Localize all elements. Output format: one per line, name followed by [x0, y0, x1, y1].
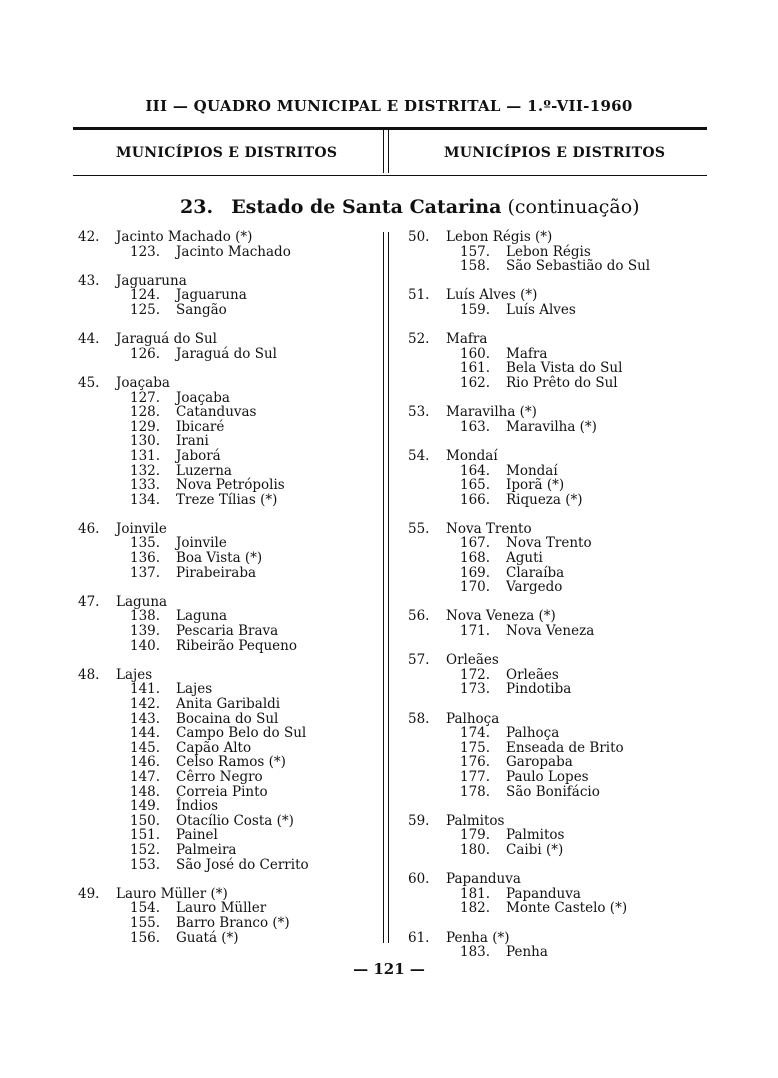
district-name: Pescaria Brava [176, 623, 279, 640]
municipality-name: Mondaí [446, 447, 498, 464]
district-name: Papanduva [506, 885, 581, 902]
district-row [78, 799, 378, 814]
district-row [408, 580, 708, 595]
district-name: Lebon Régis [506, 243, 591, 260]
municipality-number: 56. [408, 608, 430, 625]
municipality-row [408, 522, 708, 537]
municipality-entry [78, 332, 378, 361]
district-name: Cêrro Negro [176, 768, 263, 785]
district-row [78, 551, 378, 566]
district-name: Laguna [176, 608, 228, 625]
district-number: 159. [460, 301, 491, 318]
district-name: Rio Prêto do Sul [506, 374, 618, 391]
district-name: Maravilha (*) [506, 418, 597, 435]
municipality-row [408, 872, 708, 887]
district-number: 145. [130, 739, 161, 756]
district-name: Irani [176, 433, 209, 450]
header-rule [73, 127, 707, 130]
district-number: 131. [130, 447, 161, 464]
district-number: 152. [130, 841, 161, 858]
district-name: Iporã (*) [506, 477, 565, 494]
municipality-entry [408, 712, 708, 800]
district-name: Correia Pinto [176, 783, 268, 800]
district-row [408, 361, 708, 376]
district-name: Nova Veneza [506, 623, 595, 640]
municipality-row [78, 887, 378, 902]
district-name: Ibicaré [176, 418, 225, 435]
district-row [408, 726, 708, 741]
district-number: 132. [130, 462, 161, 479]
district-number: 155. [130, 914, 161, 931]
district-row [78, 391, 378, 406]
municipality-name: Penha (*) [446, 929, 510, 946]
district-number: 182. [460, 900, 491, 917]
district-row [78, 755, 378, 770]
district-name: Jaborá [176, 447, 221, 464]
district-number: 124. [130, 287, 161, 304]
municipality-entry [78, 668, 378, 872]
district-row [78, 347, 378, 362]
municipality-number: 48. [78, 666, 100, 683]
district-row [408, 347, 708, 362]
district-number: 135. [130, 535, 161, 552]
district-number: 158. [460, 258, 491, 275]
municipality-number: 50. [408, 229, 430, 245]
district-name: Pindotiba [506, 681, 572, 698]
district-row [78, 931, 378, 946]
municipality-name: Palhoça [446, 710, 500, 727]
district-row [408, 303, 708, 318]
municipality-row [78, 668, 378, 683]
district-name: Mafra [506, 345, 548, 362]
district-row [408, 551, 708, 566]
municipality-entry [408, 449, 708, 507]
municipality-name: Joaçaba [116, 374, 170, 391]
district-number: 151. [130, 827, 161, 844]
district-row [78, 726, 378, 741]
district-number: 176. [460, 754, 491, 771]
municipality-row [408, 449, 708, 464]
municipality-row [408, 405, 708, 420]
district-name: Índios [176, 798, 219, 815]
district-row [78, 420, 378, 435]
municipality-name: Lebon Régis (*) [446, 229, 553, 245]
district-row [78, 434, 378, 449]
district-row [408, 741, 708, 756]
district-name: Otacílio Costa (*) [176, 812, 294, 829]
state-number: 23. [180, 196, 214, 218]
district-number: 177. [460, 768, 491, 785]
district-number: 180. [460, 841, 491, 858]
district-number: 138. [130, 608, 161, 625]
municipality-entry [408, 872, 708, 916]
municipality-row [408, 288, 708, 303]
municipality-row [78, 595, 378, 610]
district-row [78, 245, 378, 260]
page-number: — 121 — [353, 960, 425, 978]
district-row [78, 828, 378, 843]
municipality-number: 51. [408, 287, 430, 304]
municipality-number: 57. [408, 652, 430, 669]
district-name: Pirabeiraba [176, 564, 257, 581]
district-name: Boa Vista (*) [176, 550, 263, 567]
district-name: Garopaba [506, 754, 573, 771]
district-name: Mondaí [506, 462, 558, 479]
district-number: 170. [460, 579, 491, 596]
district-name: Vargedo [506, 579, 563, 596]
district-name: Joaçaba [176, 389, 230, 406]
municipality-entry [78, 887, 378, 945]
district-name: Riqueza (*) [506, 491, 583, 508]
district-number: 139. [130, 623, 161, 640]
district-number: 168. [460, 550, 491, 567]
district-row [408, 464, 708, 479]
district-row [78, 624, 378, 639]
district-name: Sangão [176, 301, 227, 318]
district-number: 144. [130, 725, 161, 742]
district-name: Claraíba [506, 564, 565, 581]
district-row [78, 741, 378, 756]
district-name: Monte Castelo (*) [506, 900, 628, 917]
district-name: São Bonifácio [506, 783, 600, 800]
municipality-entry [408, 405, 708, 434]
district-number: 140. [130, 637, 161, 654]
municipality-row [408, 931, 708, 946]
district-row [408, 945, 708, 960]
municipality-number: 43. [78, 272, 100, 289]
municipality-name: Mafra [446, 331, 488, 348]
municipality-entry [408, 653, 708, 697]
district-number: 178. [460, 783, 491, 800]
district-row [78, 288, 378, 303]
district-name: Luzerna [176, 462, 232, 479]
municipality-name: Lajes [116, 666, 153, 683]
municipality-entry [408, 814, 708, 858]
district-row [408, 770, 708, 785]
district-row [78, 493, 378, 508]
district-name: Lauro Müller [176, 900, 267, 917]
municipality-row [408, 712, 708, 727]
district-name: Jaguaruna [176, 287, 247, 304]
district-name: Catanduvas [176, 404, 257, 421]
municipality-name: Orleães [446, 652, 499, 669]
municipality-name: Palmitos [446, 812, 505, 829]
district-name: Capão Alto [176, 739, 252, 756]
district-row [78, 814, 378, 829]
municipality-entry [78, 274, 378, 318]
district-row [408, 478, 708, 493]
district-number: 125. [130, 301, 161, 318]
district-number: 141. [130, 681, 161, 698]
municipality-number: 59. [408, 812, 430, 829]
district-number: 130. [130, 433, 161, 450]
district-row [78, 697, 378, 712]
district-number: 153. [130, 856, 161, 873]
district-row [408, 668, 708, 683]
district-row [78, 916, 378, 931]
municipality-entry [408, 288, 708, 317]
district-number: 134. [130, 491, 161, 508]
district-number: 183. [460, 944, 491, 961]
municipality-name: Maravilha (*) [446, 404, 537, 421]
municipality-number: 44. [78, 331, 100, 348]
municipality-name: Luís Alves (*) [446, 287, 538, 304]
municipality-entry [78, 522, 378, 580]
district-name: Lajes [176, 681, 213, 698]
municipality-name: Nova Veneza (*) [446, 608, 556, 625]
district-row [408, 785, 708, 800]
district-row [78, 712, 378, 727]
district-name: Treze Tílias (*) [176, 491, 278, 508]
district-number: 173. [460, 681, 491, 698]
heading-rule [73, 175, 707, 176]
municipality-name: Laguna [116, 593, 168, 610]
municipality-row [408, 609, 708, 624]
district-name: Bela Vista do Sul [506, 360, 623, 377]
municipality-name: Jaraguá do Sul [116, 331, 217, 348]
district-number: 147. [130, 768, 161, 785]
district-number: 160. [460, 345, 491, 362]
district-name: Nova Petrópolis [176, 477, 285, 494]
municipality-row [408, 653, 708, 668]
municipality-row [78, 332, 378, 347]
district-name: Palhoça [506, 725, 560, 742]
district-number: 137. [130, 564, 161, 581]
district-number: 163. [460, 418, 491, 435]
district-number: 174. [460, 725, 491, 742]
right-column-heading: MUNICÍPIOS E DISTRITOS [444, 145, 666, 161]
district-number: 123. [130, 243, 161, 260]
district-row [78, 901, 378, 916]
district-name: Barro Branco (*) [176, 914, 290, 931]
municipality-entry [408, 332, 708, 390]
municipality-row [78, 230, 378, 245]
district-number: 129. [130, 418, 161, 435]
district-row [78, 536, 378, 551]
district-name: Orleães [506, 666, 559, 683]
district-name: Palmeira [176, 841, 237, 858]
district-number: 165. [460, 477, 491, 494]
heading-divider [383, 130, 389, 173]
district-number: 169. [460, 564, 491, 581]
district-name: Bocaina do Sul [176, 710, 279, 727]
district-row [408, 493, 708, 508]
page-header: III — QUADRO MUNICIPAL E DISTRITAL — 1.º-VII-1960 [145, 97, 633, 115]
district-row [408, 755, 708, 770]
district-name: Jacinto Machado [176, 243, 291, 260]
district-name: Aguti [506, 550, 543, 567]
district-number: 161. [460, 360, 491, 377]
district-row [408, 624, 708, 639]
state-name: Estado de Santa Catarina [231, 196, 502, 218]
column-divider [383, 232, 389, 943]
district-number: 164. [460, 462, 491, 479]
municipality-number: 55. [408, 520, 430, 537]
district-name: Jaraguá do Sul [176, 345, 277, 362]
district-row [78, 609, 378, 624]
district-number: 154. [130, 900, 161, 917]
district-row [78, 566, 378, 581]
district-name: Enseada de Brito [506, 739, 624, 756]
district-number: 167. [460, 535, 491, 552]
district-row [408, 259, 708, 274]
right-column [408, 230, 708, 974]
district-name: Nova Trento [506, 535, 592, 552]
district-row [78, 770, 378, 785]
district-name: Penha [506, 944, 548, 961]
municipality-name: Nova Trento [446, 520, 532, 537]
district-number: 126. [130, 345, 161, 362]
district-row [78, 858, 378, 873]
municipality-number: 45. [78, 374, 100, 391]
municipality-name: Joinvile [116, 520, 167, 537]
district-name: Luís Alves [506, 301, 576, 318]
municipality-number: 46. [78, 520, 100, 537]
municipality-row [78, 274, 378, 289]
district-row [408, 420, 708, 435]
district-number: 143. [130, 710, 161, 727]
district-number: 136. [130, 550, 161, 567]
district-number: 181. [460, 885, 491, 902]
district-row [78, 785, 378, 800]
district-name: Celso Ramos (*) [176, 754, 286, 771]
district-number: 133. [130, 477, 161, 494]
municipality-entry [408, 931, 708, 960]
district-row [408, 245, 708, 260]
municipality-name: Jacinto Machado (*) [116, 229, 253, 245]
district-name: Caibi (*) [506, 841, 564, 858]
municipality-name: Jaguaruna [116, 272, 187, 289]
district-name: Paulo Lopes [506, 768, 589, 785]
district-number: 175. [460, 739, 491, 756]
left-column [78, 230, 378, 960]
district-number: 172. [460, 666, 491, 683]
district-name: Guatá (*) [176, 929, 239, 946]
municipality-entry [408, 522, 708, 595]
district-row [408, 682, 708, 697]
district-name: Painel [176, 827, 218, 844]
district-name: São Sebastião do Sul [506, 258, 651, 275]
district-row [78, 405, 378, 420]
district-number: 148. [130, 783, 161, 800]
district-row [78, 682, 378, 697]
district-row [78, 639, 378, 654]
municipality-row [408, 230, 708, 245]
municipality-entry [78, 376, 378, 507]
district-number: 146. [130, 754, 161, 771]
district-row [408, 566, 708, 581]
district-number: 149. [130, 798, 161, 815]
municipality-number: 47. [78, 593, 100, 610]
district-row [78, 303, 378, 318]
district-row [78, 449, 378, 464]
municipality-number: 52. [408, 331, 430, 348]
municipality-row [408, 814, 708, 829]
municipality-number: 42. [78, 229, 100, 245]
district-name: Palmitos [506, 827, 565, 844]
district-number: 157. [460, 243, 491, 260]
district-number: 179. [460, 827, 491, 844]
district-name: Campo Belo do Sul [176, 725, 307, 742]
district-name: Ribeirão Pequeno [176, 637, 297, 654]
municipality-number: 54. [408, 447, 430, 464]
municipality-number: 61. [408, 929, 430, 946]
municipality-row [78, 522, 378, 537]
district-row [78, 464, 378, 479]
municipality-entry [408, 230, 708, 274]
district-row [408, 843, 708, 858]
left-column-heading: MUNICÍPIOS E DISTRITOS [116, 145, 338, 161]
municipality-entry [78, 595, 378, 653]
district-row [78, 478, 378, 493]
municipality-number: 49. [78, 885, 100, 902]
district-number: 156. [130, 929, 161, 946]
municipality-name: Lauro Müller (*) [116, 885, 228, 902]
district-row [408, 828, 708, 843]
district-number: 162. [460, 374, 491, 391]
district-name: São José do Cerrito [176, 856, 309, 873]
state-suffix: (continuação) [507, 196, 640, 218]
district-name: Joinvile [176, 535, 227, 552]
municipality-row [408, 332, 708, 347]
district-row [78, 843, 378, 858]
municipality-number: 60. [408, 871, 430, 888]
district-number: 128. [130, 404, 161, 421]
municipality-number: 58. [408, 710, 430, 727]
municipality-number: 53. [408, 404, 430, 421]
municipality-entry [78, 230, 378, 259]
district-row [408, 901, 708, 916]
district-row [408, 536, 708, 551]
municipality-row [78, 376, 378, 391]
district-number: 127. [130, 389, 161, 406]
municipality-entry [408, 609, 708, 638]
district-number: 142. [130, 696, 161, 712]
municipality-name: Papanduva [446, 871, 521, 888]
district-row [408, 887, 708, 902]
state-title [180, 196, 640, 218]
district-number: 171. [460, 623, 491, 640]
district-number: 166. [460, 491, 491, 508]
district-number: 150. [130, 812, 161, 829]
district-row [408, 376, 708, 391]
district-name: Anita Garibaldi [176, 696, 281, 712]
